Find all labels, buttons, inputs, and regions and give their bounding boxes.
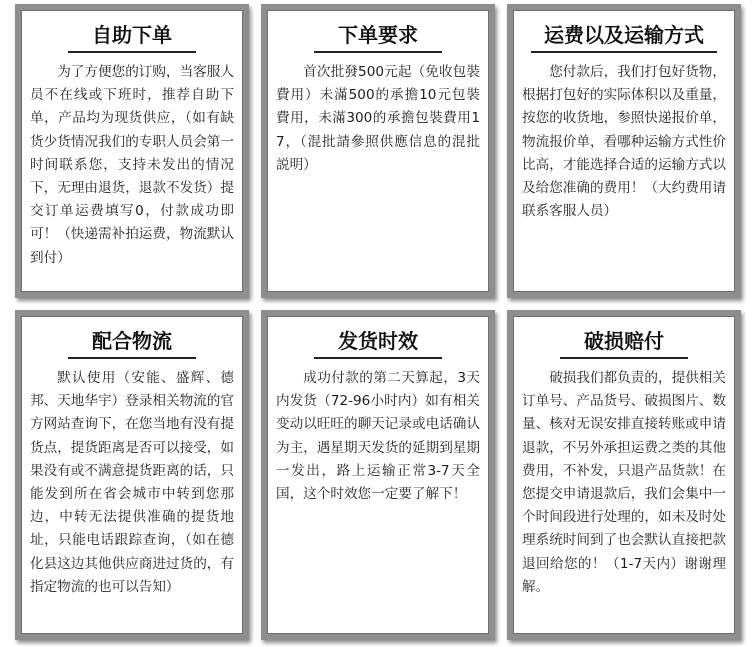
panel-text: 破损我们都负责的，提供相关订单号、产品货号、破损图片、数量、核对无误安排直接转账或申请退款，不另外承担运费之类的其他费用，不补发，只退产品货款！在您提交申请退款后，我们会集中一个时间段进行处理的，如未及时处理系统时间到了也会默认直接把款退回给您的！（1-7天内）谢谢理解。 xyxy=(522,370,726,595)
panel-delivery-time xyxy=(261,310,495,640)
panel-text: 为了方便您的订购，当客服人员不在线或下班时，推荐自助下单，产品均为现货供应，（如有缺货少货情况我们的专职人员会第一时间联系您，支持未发出的情况下，无理由退货，退款不发货）提交订单运费填写0，付款成功即可！（快递需补拍运费，物流默认到付） xyxy=(30,64,234,266)
panel-text: 成功付款的第二天算起，3天内发货（72-96小时内）如有相关变动以旺旺的聊天记录或电话确认为主，遇星期天发货的延期到星期一发出，路上运输正常3-7天全国，这个时效您一定要了解下！ xyxy=(276,370,480,503)
panel-title: 运费以及运输方式 xyxy=(531,20,717,53)
panel-damage-compensation xyxy=(507,310,741,640)
panel-shipping-methods xyxy=(507,4,741,298)
panel-title: 下单要求 xyxy=(314,20,442,53)
panel-self-order xyxy=(15,4,249,298)
panel-logistics xyxy=(15,310,249,640)
panel-title: 发货时效 xyxy=(314,326,442,359)
panel-title: 配合物流 xyxy=(68,326,196,359)
panel-text: 首次批發500元起（免收包裝費用）未滿500的承擔10元包裝費用，未滿300的承擔包裝費用17，（混批請參照供應信息的混批説明） xyxy=(276,64,480,173)
panel-title: 自助下单 xyxy=(68,20,196,53)
panel-text: 默认使用（安能、盛辉、德邦、天地华宇）登录相关物流的官方网站查询下，在您当地有没有提货点，提货距离是否可以接受，如果没有或不满意提货距离的话，只能发到所在省会城市中转到您那边，中转无法提供准确的提货地址，只能电话跟踪查询，（如在德化县这边其他供应商进过货的，有指定物流的也可以告知） xyxy=(30,370,234,595)
panel-text: 您付款后，我们打包好货物，根据打包好的实际体积以及重量，按您的收货地，参照快递报价单，物流报价单，看哪种运输方式性价比高，才能选择合适的运输方式以及给您准确的费用！（大约费用请联系客服人员） xyxy=(522,64,726,220)
panel-order-requirements xyxy=(261,4,495,298)
panel-title: 破损赔付 xyxy=(560,326,688,359)
